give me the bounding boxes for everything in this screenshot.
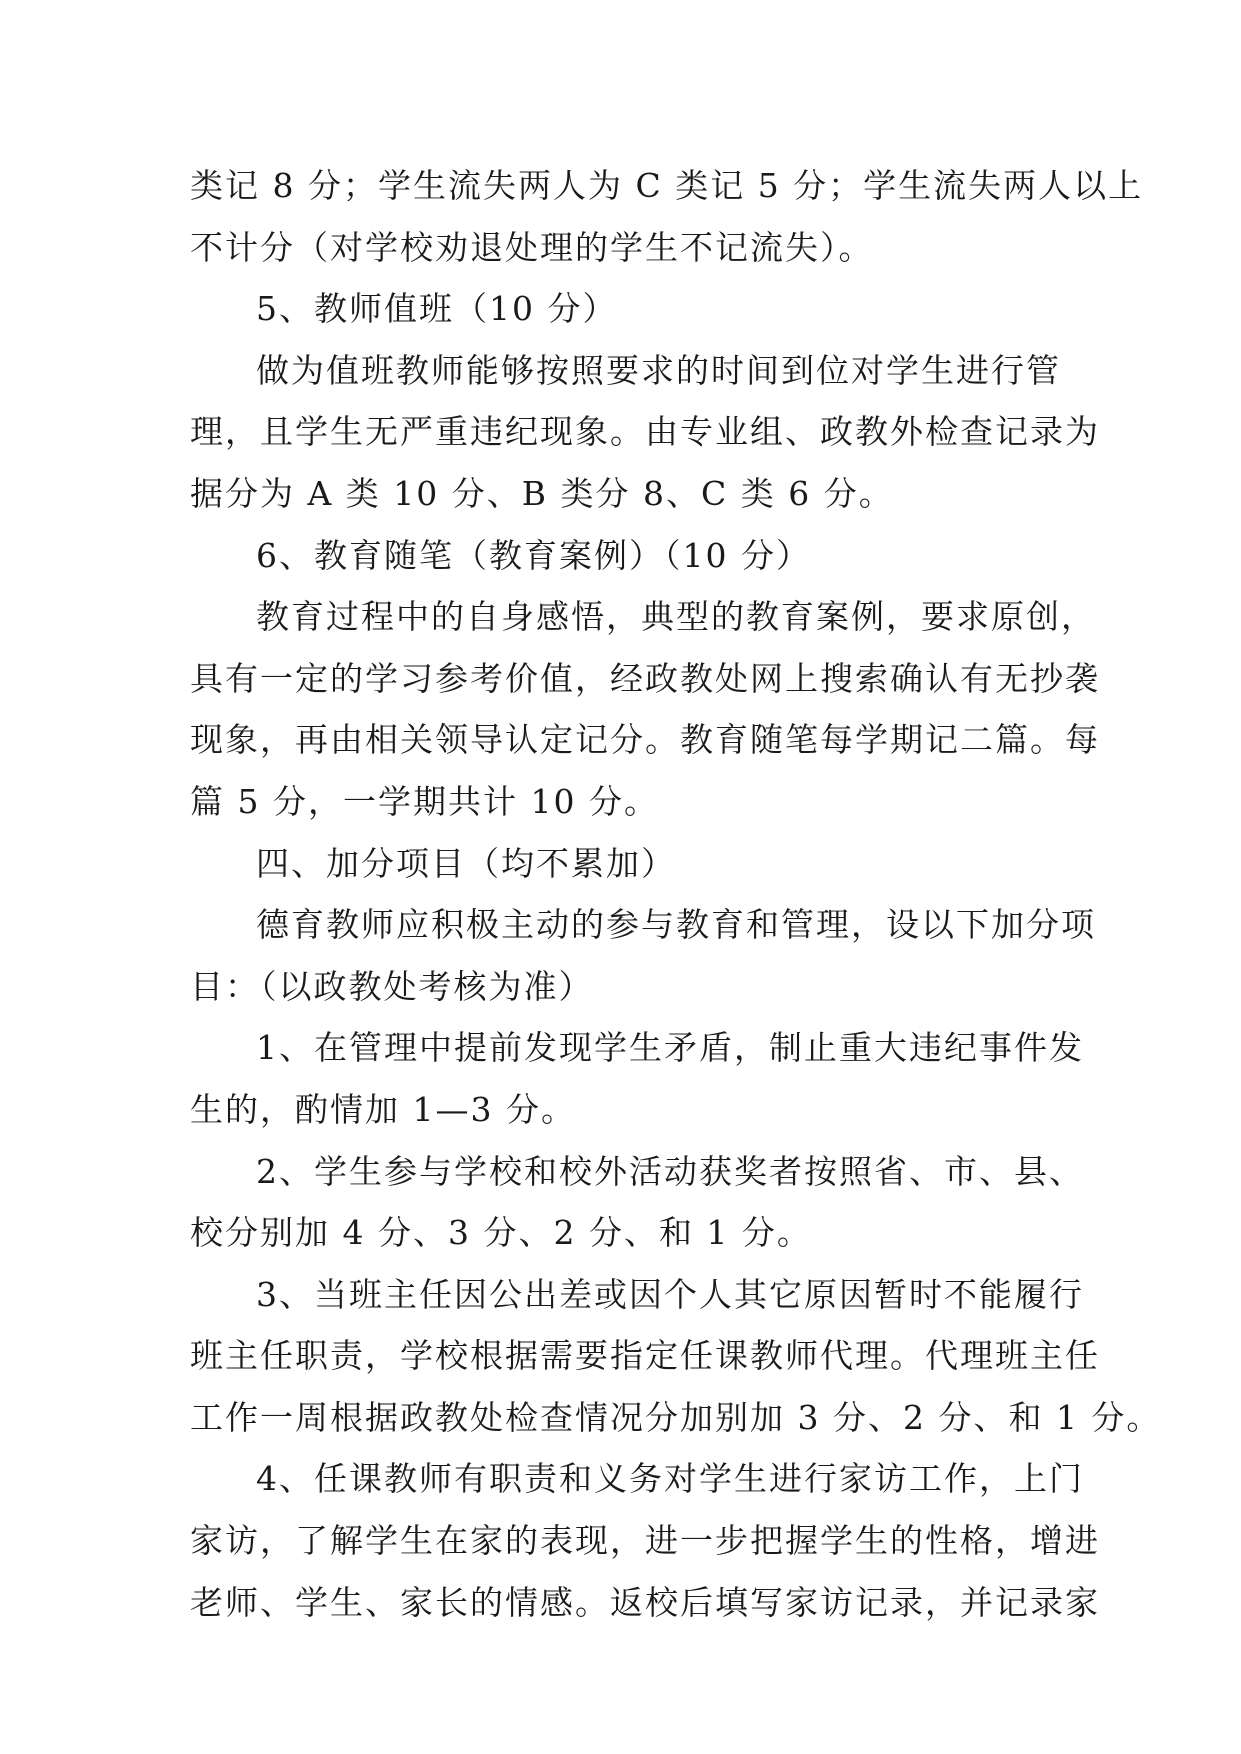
text-line-9: 具有一定的学习参考价值，经政教处网上搜索确认有无抄袭 <box>190 658 1100 698</box>
bonus-item-3: 3、当班主任因公出差或因个人其它原因暂时不能履行 <box>256 1274 1084 1314</box>
text-line-5: 理，且学生无严重违纪现象。由专业组、政教外检查记录为 <box>190 412 1100 452</box>
bonus-item-2: 2、学生参与学校和校外活动获奖者按照省、市、县、 <box>256 1151 1084 1191</box>
text-line-14: 目：（以政教处考核为准） <box>190 966 594 1006</box>
text-line-18: 校分别加 4 分、3 分、2 分、和 1 分。 <box>190 1213 812 1253</box>
text-line-20: 班主任职责，学校根据需要指定任课教师代理。代理班主任 <box>190 1336 1100 1376</box>
text-line-10: 现象，再由相关领导认定记分。教育随笔每学期记二篇。每 <box>190 720 1100 760</box>
text-line-4: 做为值班教师能够按照要求的时间到位对学生进行管 <box>256 350 1061 390</box>
bonus-item-4: 4、任课教师有职责和义务对学生进行家访工作，上门 <box>256 1459 1084 1499</box>
text-line-16: 生的，酌情加 1—3 分。 <box>190 1089 576 1129</box>
text-line-2: 不计分（对学校劝退处理的学生不记流失）。 <box>190 227 874 267</box>
text-line-23: 家访，了解学生在家的表现，进一步把握学生的性格，增进 <box>190 1521 1100 1561</box>
section-heading-teacher-duty: 5、教师值班（10 分） <box>256 289 618 329</box>
section-heading-education-essay: 6、教育随笔（教育案例）（10 分） <box>256 535 811 575</box>
text-line-11: 篇 5 分，一学期共计 10 分。 <box>190 781 659 821</box>
text-line-21: 工作一周根据政教处检查情况分加别加 3 分、2 分、和 1 分。 <box>190 1397 1162 1437</box>
text-line-6: 据分为 A 类 10 分、B 类分 8、C 类 6 分。 <box>190 473 894 513</box>
bonus-item-1: 1、在管理中提前发现学生矛盾，制止重大违纪事件发 <box>256 1028 1084 1068</box>
text-line-8: 教育过程中的自身感悟，典型的教育案例，要求原创， <box>256 597 1096 637</box>
text-line-13: 德育教师应积极主动的参与教育和管理，设以下加分项 <box>256 905 1096 945</box>
document-body <box>190 155 1162 1633</box>
text-line-1: 类记 8 分；学生流失两人为 C 类记 5 分；学生流失两人以上 <box>190 166 1144 205</box>
section-heading-bonus-items: 四、加分项目（均不累加） <box>256 843 676 883</box>
text-line-24: 老师、学生、家长的情感。返校后填写家访记录，并记录家 <box>190 1582 1100 1622</box>
